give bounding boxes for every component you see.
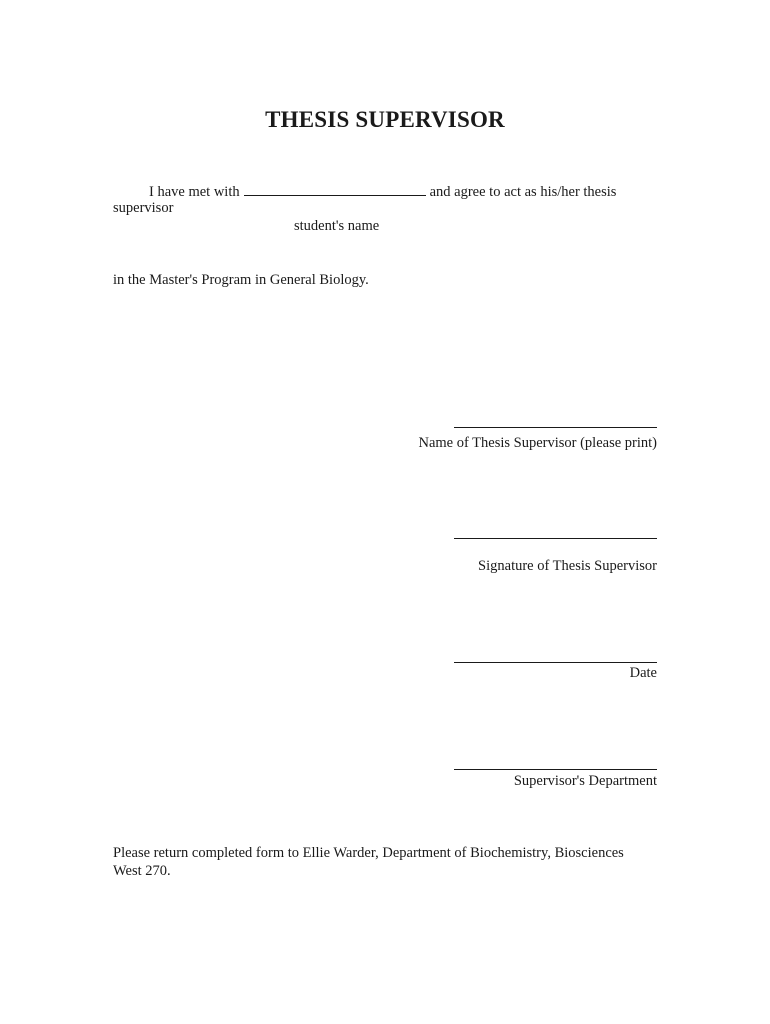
date-line[interactable] (454, 662, 657, 663)
statement-suffix: and agree to act as his/her thesis (429, 184, 617, 200)
supervisor-name-line[interactable] (454, 427, 657, 428)
date-label: Date (629, 665, 657, 681)
program-statement: in the Master's Program in General Biology. (113, 272, 369, 288)
supervisor-signature-line[interactable] (454, 538, 657, 539)
return-instructions: Please return completed form to Ellie Warder, Department of Biochemistry, Biosciences (113, 845, 624, 861)
student-name-blank[interactable] (244, 182, 426, 196)
form-title: THESIS SUPERVISOR (265, 107, 505, 132)
student-name-caption: student's name (294, 218, 380, 234)
department-line[interactable] (454, 769, 657, 770)
statement-line (149, 182, 616, 201)
statement-prefix: I have met with (149, 184, 240, 200)
supervisor-signature-label: Signature of Thesis Supervisor (478, 558, 657, 574)
return-instructions-cont: West 270. (113, 863, 171, 879)
department-label: Supervisor's Department (513, 773, 657, 789)
statement-continuation: supervisor (113, 200, 174, 216)
supervisor-name-label: Name of Thesis Supervisor (please print) (418, 435, 657, 451)
